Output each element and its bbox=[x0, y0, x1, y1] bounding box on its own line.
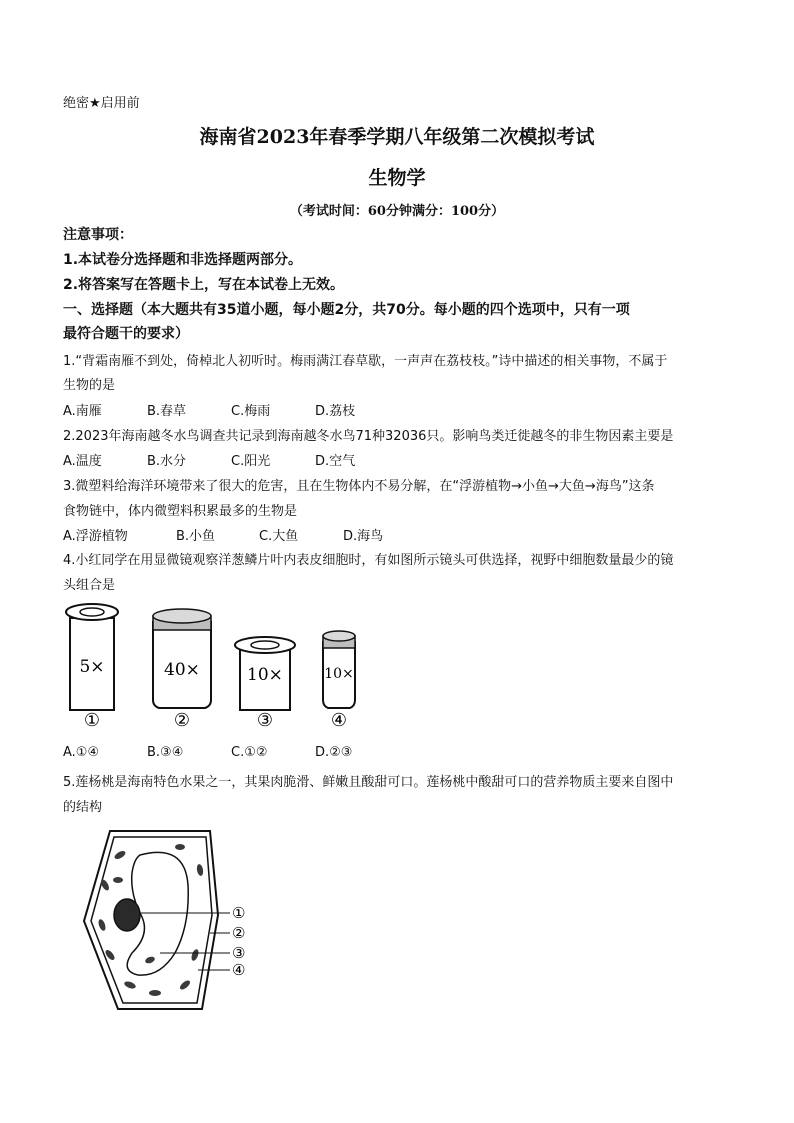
eyepiece-10x bbox=[235, 637, 295, 710]
lens-2-label: 40× bbox=[164, 660, 200, 680]
question-1-line-2: 生物的是 bbox=[63, 378, 116, 393]
lens-4-number: ④ bbox=[330, 710, 348, 731]
question-2-line-1: 2.2023年海南越冬水鸟调查共记录到海南越冬水鸟71种32036只。影响鸟类迁徙越冬的非生物因素主要是 bbox=[63, 429, 674, 444]
q3-option-d: D.海鸟 bbox=[343, 529, 384, 544]
question-4-line-2: 头组合是 bbox=[63, 578, 116, 593]
exam-info: （考试时间：60分钟满分：100分） bbox=[289, 204, 505, 219]
cell-label-3: ③ bbox=[232, 944, 246, 962]
lens-1-label: 5× bbox=[79, 657, 105, 677]
q2-option-d: D.空气 bbox=[315, 454, 356, 469]
q1-option-c: C.梅雨 bbox=[231, 404, 271, 419]
nucleus bbox=[114, 899, 140, 931]
note-item: 2.将答案写在答题卡上，写在本试卷上无效。 bbox=[63, 277, 345, 293]
lens-1-number: ① bbox=[83, 710, 101, 731]
section-heading: 一、选择题（本大题共有35道小题，每小题2分，共70分。每小题的四个选项中，只有一项 bbox=[63, 302, 630, 318]
section-heading-cont: 最符合题干的要求） bbox=[63, 326, 189, 342]
q2-option-c: C.阳光 bbox=[231, 454, 271, 469]
q4-option-a: A.①④ bbox=[63, 745, 100, 760]
q1-option-b: B.春草 bbox=[147, 404, 187, 419]
plant-cell-figure bbox=[80, 825, 270, 1015]
eyepiece-5x bbox=[66, 604, 118, 710]
q4-option-c: C.①② bbox=[231, 745, 268, 760]
exam-title: 海南省2023年春季学期八年级第二次模拟考试 bbox=[199, 126, 595, 148]
q4-option-b: B.③④ bbox=[147, 745, 184, 760]
objective-40x bbox=[153, 609, 211, 708]
q1-option-d: D.荔枝 bbox=[315, 404, 356, 419]
lens-3-number: ③ bbox=[256, 710, 274, 731]
question-5-line-1: 5.莲杨桃是海南特色水果之一，其果肉脆滑、鲜嫩且酸甜可口。莲杨桃中酸甜可口的营养物质主要来自图中 bbox=[63, 775, 674, 790]
lens-2-number: ② bbox=[173, 710, 191, 731]
lens-figure bbox=[60, 600, 380, 740]
objective-10x bbox=[323, 631, 355, 708]
q3-option-a: A.浮游植物 bbox=[63, 529, 128, 544]
q2-option-a: A.温度 bbox=[63, 454, 102, 469]
q3-option-c: C.大鱼 bbox=[259, 529, 299, 544]
lens-3-label: 10× bbox=[247, 665, 283, 685]
cell-label-2: ② bbox=[232, 924, 246, 942]
note-item: 1.本试卷分选择题和非选择题两部分。 bbox=[63, 252, 303, 268]
cell-label-1: ① bbox=[232, 904, 246, 922]
lens-4-label: 10× bbox=[324, 666, 354, 682]
subject-title: 生物学 bbox=[368, 167, 426, 189]
q2-option-b: B.水分 bbox=[147, 454, 187, 469]
q3-option-b: B.小鱼 bbox=[176, 529, 216, 544]
confidential-mark: 绝密★启用前 bbox=[63, 96, 140, 111]
cell-label-4: ④ bbox=[232, 961, 246, 979]
question-1-line-1: 1.“背霜南雁不到处，倚棹北人初听时。梅雨满江春草歇，一声声在荔枝枝。”诗中描述的相关事物，不属于 bbox=[63, 354, 668, 369]
notes-heading: 注意事项： bbox=[63, 227, 133, 243]
q1-option-a: A.南雁 bbox=[63, 404, 102, 419]
question-3-line-1: 3.微塑料给海洋环境带来了很大的危害，且在生物体内不易分解，在“浮游植物→小鱼→大鱼→海鸟”这条 bbox=[63, 479, 655, 494]
question-3-line-2: 食物链中，体内微塑料积累最多的生物是 bbox=[63, 504, 298, 519]
question-5-line-2: 的结构 bbox=[63, 800, 103, 815]
q4-option-d: D.②③ bbox=[315, 745, 353, 760]
question-4-line-1: 4.小红同学在用显微镜观察洋葱鳞片叶内表皮细胞时，有如图所示镜头可供选择，视野中细胞数量最少的镜 bbox=[63, 553, 674, 568]
